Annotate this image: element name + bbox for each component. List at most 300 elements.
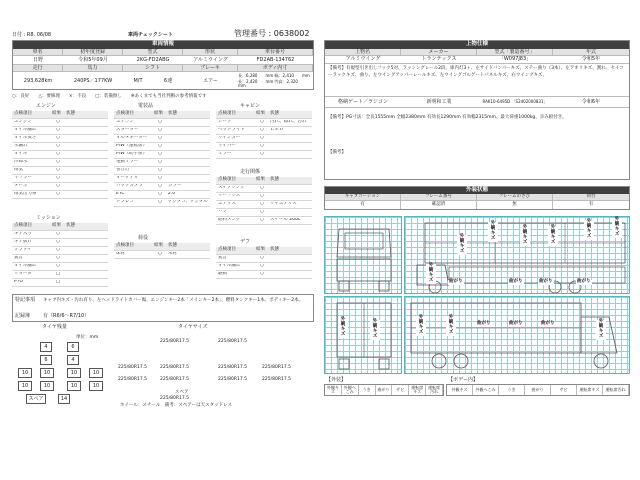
- label-year: 年式: [553, 49, 629, 55]
- checklist-row: [12, 191, 108, 199]
- checklist-row: [216, 193, 312, 201]
- label-first-reg: 初年度登録: [63, 49, 123, 55]
- checklist-row: [12, 151, 108, 159]
- checklist-mission: [12, 216, 108, 287]
- checklist-header: [114, 243, 210, 251]
- tag-mid-2: 曲がり: [449, 279, 463, 284]
- label-shift: シフト: [123, 65, 183, 71]
- vehicle-labels-row: [13, 49, 313, 56]
- checklist-col-header: 結果: [256, 247, 265, 253]
- checklist-col-header: 状態: [270, 177, 279, 183]
- check-item: ワイパー: [218, 144, 236, 149]
- check-item: ギア入り: [14, 232, 32, 237]
- check-item: オイル臭さ: [14, 136, 37, 141]
- check-item: ハブ: [218, 210, 227, 215]
- size-rear-1: 225/80R17.5: [118, 377, 147, 382]
- checklist-col-header: 点検項目: [218, 177, 236, 183]
- gate-spec: 【備考】PG寸法：全長1555mm 全幅2380mm 有効長1290mm 有効幅2315mm、最大荷重1000kg、歩み板付き。: [328, 115, 567, 120]
- legend-body-title: 【ボデー内】: [448, 377, 479, 383]
- label-body-type: 上物名: [325, 49, 401, 55]
- checklist-header: [12, 111, 108, 119]
- legend-item: 外観キズ: [325, 385, 342, 395]
- check-state: 2.0: [168, 192, 176, 197]
- checklist-col-header: 点検項目: [218, 247, 236, 253]
- value-frame-rust: 無: [477, 201, 553, 209]
- value-gears: 6速: [163, 77, 173, 84]
- tag-top-1: 外観キズ: [457, 235, 467, 255]
- checklist-engine-title: エンジン: [36, 103, 56, 109]
- check-result: ○: [158, 152, 162, 157]
- exterior-title: 外装状態: [325, 187, 629, 194]
- check-state: 木材: [168, 252, 177, 257]
- management-number: 管理番号 : 0638002: [234, 29, 310, 38]
- legend-item: 運転席キズ: [409, 385, 426, 395]
- checklist-row: [12, 159, 108, 167]
- check-item: エンジン: [14, 120, 32, 125]
- check-result: ○: [56, 160, 60, 165]
- check-result: ○: [56, 176, 60, 181]
- check-result: ○: [56, 152, 60, 157]
- value-chassis: FD2AB-134762: [256, 56, 295, 63]
- check-item: 駆動: [218, 272, 227, 277]
- vehicle-labels-row-2: [13, 65, 313, 72]
- checklist-header: [216, 177, 312, 185]
- equipment-labels-row: [325, 49, 629, 56]
- tag-bot-8: 曲がり: [541, 321, 555, 326]
- checklist-row: [114, 191, 210, 199]
- tag-bot-1: 外観キズ: [338, 318, 348, 338]
- size-mid-4: 225/80R17.5: [262, 365, 291, 370]
- legend-item: 曲がり: [376, 385, 393, 395]
- legend-item: 外観キズ: [447, 385, 473, 395]
- check-item: ミラー: [218, 152, 232, 157]
- tag-bot-7: 曲がり: [509, 321, 523, 326]
- tag-mid-5: 曲がり: [577, 279, 591, 284]
- checklist-header: [12, 223, 108, 231]
- checklist-col-header: 状態: [270, 247, 279, 253]
- checklist-col-header: 点検項目: [116, 111, 134, 117]
- checklist-col-header: 結果: [256, 177, 265, 183]
- check-result: ○: [260, 264, 264, 269]
- extra-note: 【備考】: [328, 150, 346, 155]
- record-book-label: 記録簿: [15, 313, 31, 319]
- check-item: リターダ: [14, 272, 32, 277]
- checklist-row: [216, 263, 312, 271]
- check-result: ○: [260, 152, 264, 157]
- check-result: ○: [158, 128, 162, 133]
- tyre-front-left: 4: [40, 342, 52, 352]
- checklist-row: [114, 143, 210, 151]
- check-result: ○: [158, 168, 162, 173]
- tag-top-4: 外観キズ: [548, 226, 558, 246]
- check-item: オイル: [14, 152, 28, 157]
- check-item: スターター: [116, 128, 139, 133]
- label-frame-no: フレーム番号: [401, 194, 477, 200]
- value-mileage: 293,628km: [23, 77, 53, 84]
- check-result: ○: [158, 184, 162, 189]
- checklist-row: [114, 183, 210, 191]
- size-rear-4: 225/80R17.5: [262, 377, 291, 382]
- checklist-row: [114, 135, 210, 143]
- check-item: バックカメラ: [116, 184, 143, 189]
- tyre-front-right: 6: [67, 342, 79, 352]
- checklist-header: [114, 111, 210, 119]
- checklist-col-header: 点検項目: [14, 223, 32, 229]
- check-result: ○: [260, 144, 264, 149]
- check-result: ○: [260, 186, 264, 191]
- tag-mid-4: 曲がり: [539, 279, 553, 284]
- checklist-row: [114, 119, 210, 127]
- value-shift: M/T: [133, 77, 143, 84]
- sheet-title: 車両チェックシート: [128, 32, 173, 38]
- checklist-col-header: 結果: [52, 223, 61, 229]
- check-result: ○: [158, 160, 162, 165]
- body-dims-line-1: 長：6,280 mm 幅：2,410 mm: [238, 73, 310, 78]
- tyre-mid-3: 10: [67, 368, 81, 378]
- check-item: オーディオ: [116, 176, 139, 181]
- tag-mid-1: 外観キズ: [426, 264, 436, 284]
- check-item: 排気出力系: [14, 192, 37, 197]
- checklist-header: [216, 247, 312, 255]
- check-item: オイル漏れ: [14, 264, 37, 269]
- value-power: 240PS／177KW: [73, 77, 113, 84]
- check-item: ヘッドライト: [218, 128, 245, 133]
- gate-row: [325, 96, 629, 108]
- label-car-name: 車名: [13, 49, 63, 55]
- size-spare: 225/80R17.5: [160, 396, 189, 401]
- legend-item: うき: [499, 385, 525, 395]
- checklist-row: [12, 175, 108, 183]
- checklist-engine: [12, 104, 108, 199]
- checklist-col-header: 結果: [52, 111, 61, 117]
- checklist-row: [216, 209, 312, 217]
- checklist-row: [216, 255, 312, 263]
- legend-item: 外観へこみ: [473, 385, 499, 395]
- checklist-row: [216, 127, 312, 135]
- exterior-table: [324, 186, 630, 210]
- check-item: 異音: [14, 256, 23, 261]
- check-result: ○: [260, 210, 264, 215]
- legend-exterior-row: [324, 384, 444, 396]
- checklist-row: [216, 201, 312, 209]
- check-result: ○: [56, 264, 60, 269]
- size-rear-3: 225/80R17.5: [218, 377, 247, 382]
- label-model: 型式: [123, 49, 183, 55]
- checklist-row: [216, 271, 312, 279]
- check-result: ○: [260, 120, 264, 125]
- label-cab-caution: キャブコーション: [325, 194, 401, 200]
- tyre-mid-2: 10: [40, 368, 54, 378]
- checklist-row: [12, 247, 108, 255]
- checklist-col-header: 結果: [154, 243, 163, 249]
- checklist-col-header: 状態: [168, 243, 177, 249]
- checklist-row: [12, 231, 108, 239]
- check-result: ○: [158, 176, 162, 181]
- checklist-row: [114, 127, 210, 135]
- checklist-cabin: [216, 104, 312, 159]
- checklist-row: [216, 185, 312, 193]
- check-item: 異音: [218, 256, 227, 261]
- check-item: ターボ: [14, 184, 28, 189]
- check-item: 燃料タンク: [218, 218, 241, 223]
- equipment-title: 上物仕様: [325, 41, 629, 49]
- size-mid-2: 225/80R17.5: [160, 365, 189, 370]
- check-result: ○: [158, 120, 162, 125]
- checklist-col-header: 結果: [256, 111, 265, 117]
- check-result: ○: [260, 128, 264, 133]
- checklist-electrical-title: 電装品: [138, 103, 154, 109]
- checklist-row: [12, 167, 108, 175]
- tag-top-3: 外観キズ: [520, 226, 530, 246]
- front-view-diagram: [324, 216, 402, 294]
- check-item: クラッチ: [14, 248, 32, 253]
- label-frame-rust: フレームのさび: [477, 194, 553, 200]
- label-chassis: 車台番号: [238, 49, 313, 55]
- checklist-row: [114, 175, 210, 183]
- check-item: P/W（運転席）: [116, 144, 148, 149]
- check-item: エアコン: [116, 120, 134, 125]
- check-state: カラー: [168, 184, 182, 189]
- label-maker: メーカー: [401, 49, 477, 55]
- checklist-running: [216, 170, 312, 225]
- checklist-col-header: 状態: [270, 111, 279, 117]
- tag-top-2: 外観キズ: [488, 222, 498, 242]
- gate-year: 令和6年: [581, 98, 601, 105]
- equipment-note: 【備考】有規型引き出しフック5対、ラッシングレール2段、庫内灯3ヶ、左サイドバンパーキズ、ステー曲り（3本）、左アオリキズ、割れ、セイコーラックキズ、曲り、左ウイングアッパーレールキズ、左ウイングゴルゲートパネルキズ、右ウイングキズ。: [328, 66, 624, 78]
- tyre-size-title: タイヤサイズ: [178, 324, 208, 330]
- equipment-values-row: [325, 56, 629, 64]
- check-result: ○: [56, 240, 60, 245]
- checklist-col-header: 状態: [168, 111, 177, 117]
- record-book-value: 有（R6/6〜R7/10）: [43, 313, 90, 319]
- checklist-loading-title: 荷役: [138, 235, 149, 241]
- check-item: PTO: [14, 280, 24, 285]
- checklist-row: [12, 255, 108, 263]
- checklist-row: [114, 159, 210, 167]
- label-brake: ブレーキ: [183, 65, 238, 71]
- check-item: ウインカー: [218, 136, 241, 141]
- tag-top-6: 外観キズ: [612, 218, 622, 238]
- tyre-mid-4: 10: [89, 368, 103, 378]
- check-state: 汚れ、擦れ、汚れ: [270, 120, 307, 125]
- gate-model: RAK10-6495D 「S2402000831」: [482, 99, 548, 104]
- sheet-date: 日付 : R8. 06/08: [12, 32, 52, 38]
- check-item: ギア抜け: [14, 240, 32, 245]
- check-state: デジタコ、デジタル: [168, 200, 208, 205]
- checklist-header: [216, 111, 312, 119]
- value-brake: エアー: [203, 77, 218, 84]
- tyre-spare-label: スペア: [26, 394, 46, 404]
- legend-item: 運転席汚れ: [603, 385, 629, 395]
- legend-body-row: [446, 384, 630, 396]
- legend-item: 運転席汚れ: [426, 385, 443, 395]
- check-item: マフラー: [14, 176, 32, 181]
- size-spare-label: スペア: [175, 390, 189, 395]
- legend-item: サビ: [392, 385, 409, 395]
- gate-maker: 新明和工業: [426, 98, 452, 105]
- check-result: ○: [260, 218, 264, 223]
- label-power: 馬力: [63, 65, 123, 71]
- check-result: □: [55, 272, 61, 277]
- checklist-col-header: 状態: [66, 223, 75, 229]
- check-result: ○: [158, 192, 162, 197]
- check-result: ○: [56, 192, 60, 197]
- equipment-table: [324, 40, 630, 180]
- checklist-col-header: 点検項目: [14, 111, 32, 117]
- size-mid-1: 225/80R17.5: [118, 365, 147, 370]
- tag-bot-4: 外観キズ: [446, 316, 456, 336]
- checklist-col-header: 結果: [154, 111, 163, 117]
- value-model: 2KG-FD2ABG: [136, 56, 170, 63]
- vehicle-values-row: [13, 56, 313, 65]
- tyre-front-left-2: 6: [40, 355, 52, 365]
- special-notes-text: キャブ内キズ・汚れ有り、左ヘッドライトカバー傷、エンジンキー2本「メインキー2本」、燃料タンクキー1本、ボディキー2本。: [43, 298, 304, 303]
- checklist-row: [216, 143, 312, 151]
- wheel-note: ホイール：スチール 備考：スペアーは天スタッドレス: [120, 403, 232, 408]
- check-item: 電動ミラー: [116, 160, 139, 165]
- label-cargo: 荷台: [553, 194, 629, 200]
- checklist-row: [114, 151, 210, 159]
- checklist-row: [12, 143, 108, 151]
- check-item: 警告灯: [116, 168, 130, 173]
- check-item: 水漏れ: [14, 144, 28, 149]
- check-item: オイル漏れ: [218, 264, 241, 269]
- checklist-row: [114, 199, 210, 207]
- checklist-def-title: デフ: [240, 239, 251, 245]
- legend-item: サビ: [551, 385, 577, 395]
- check-result: ○: [158, 200, 162, 205]
- tyre-front-right-2: 4: [67, 355, 79, 365]
- value-first-reg: 令和5年09月: [78, 56, 108, 63]
- checklist-col-header: 点検項目: [218, 111, 236, 117]
- checklist-row: [12, 239, 108, 247]
- tyre-remaining-title: タイヤ残量: [42, 324, 67, 330]
- checklist-row: [12, 271, 108, 279]
- check-result: ○: [158, 252, 162, 257]
- size-front-1: 225/80R17.5: [160, 339, 189, 344]
- checklist-row: [216, 151, 312, 159]
- checklist-row: [216, 217, 312, 225]
- checklist-row: [12, 119, 108, 127]
- tyre-rear-4: 10: [89, 381, 103, 391]
- check-result: ○: [56, 256, 60, 261]
- label-mileage: 走行: [13, 65, 63, 71]
- check-item: P/W（助手席）: [116, 152, 148, 157]
- check-result: ○: [260, 256, 264, 261]
- check-result: ○: [56, 232, 60, 237]
- checklist-row: [12, 127, 108, 135]
- check-item: オルタネーター: [116, 136, 148, 141]
- check-result: ○: [260, 194, 264, 199]
- tyre-spare-value: 14: [58, 394, 70, 404]
- check-item: 床材: [116, 252, 125, 257]
- check-result: ○: [56, 248, 60, 253]
- checklist-area: [12, 100, 314, 293]
- check-result: ○: [56, 168, 60, 173]
- vehicle-values-row-2: [13, 72, 313, 90]
- tyre-rear-2: 10: [40, 381, 54, 391]
- checklist-running-title: 走行関係: [240, 169, 261, 175]
- value-shape: アルミウイング: [193, 56, 228, 63]
- value-maker: トランテックス: [421, 56, 457, 62]
- tag-bot-3: 外観キズ: [416, 316, 426, 336]
- check-result: ○: [260, 272, 264, 277]
- check-state: スチール 200L: [270, 218, 301, 223]
- value-year: 令和5年: [581, 56, 601, 62]
- check-result: ○: [260, 136, 264, 141]
- checklist-def: [216, 240, 312, 279]
- checklist-mission-title: ミッション: [36, 215, 61, 221]
- check-item: ドラレコ: [116, 200, 134, 205]
- vehicle-info-table: [12, 40, 314, 90]
- size-mid-3: 225/80R17.5: [218, 365, 247, 370]
- value-frame-no: 確認済: [401, 201, 477, 209]
- label-shape: 形状: [183, 49, 238, 55]
- checklist-loading: [114, 236, 210, 259]
- legend-item: うき: [359, 385, 376, 395]
- check-result: ○: [56, 128, 60, 133]
- rear-view-diagram: [324, 296, 402, 374]
- legend-item: 運転席キズ: [577, 385, 603, 395]
- check-result: ○: [56, 120, 60, 125]
- legend-exterior-title: 【外装】: [326, 377, 347, 383]
- label-body-dims: ボディ内寸: [238, 65, 313, 71]
- check-item: ETC: [116, 192, 125, 197]
- value-body-dims: [238, 72, 313, 90]
- checklist-row: [12, 263, 108, 271]
- body-dims-line-2: 長：2,420 mm 門高：2,320 mm: [238, 79, 306, 88]
- special-notes-label: 特記事項: [15, 297, 36, 303]
- value-car-name: 日野: [32, 56, 43, 63]
- tag-bot-6: 曲がり: [477, 321, 491, 326]
- label-serial: 型式「製造番号」: [477, 49, 553, 55]
- check-result: ○: [56, 136, 60, 141]
- check-state: ＬＥＤ: [270, 128, 284, 133]
- legend-item: 曲がり: [525, 385, 551, 395]
- check-result: ○: [260, 202, 264, 207]
- checklist-col-header: 点検項目: [116, 243, 134, 249]
- vehicle-info-title: 車両情報: [13, 41, 313, 49]
- checklist-row: [114, 167, 210, 175]
- size-front-2: 225/80R17.5: [218, 339, 247, 344]
- tag-bot-5: 外観キズ: [596, 320, 606, 340]
- grade-legend: ○：良好 △：要修理 ×：不良 □：装備無し ※あくまでも当社判断の参考情報です: [12, 94, 207, 99]
- check-state: リヤエアサス: [270, 202, 297, 207]
- check-result: ○: [56, 144, 60, 149]
- check-item: エアサス: [218, 202, 236, 207]
- checklist-cabin-title: キャビン: [240, 103, 261, 109]
- check-item: リーフサス: [218, 194, 241, 199]
- checklist-electrical: [114, 104, 210, 207]
- legend-item: 外観へこみ: [342, 385, 359, 395]
- tag-mid-3: 曲がり: [509, 279, 523, 284]
- exterior-labels-row: [325, 194, 629, 201]
- check-result: □: [55, 280, 61, 285]
- value-cargo: 有: [588, 201, 594, 207]
- exterior-values-row: [325, 201, 629, 209]
- value-body-type: アルミウイング: [345, 56, 381, 62]
- checklist-col-header: 状態: [66, 111, 75, 117]
- check-item: 排気: [14, 168, 23, 173]
- check-item: ステアリング: [218, 186, 245, 191]
- check-result: ○: [56, 184, 60, 189]
- check-item: シート: [218, 120, 232, 125]
- tag-bot-2: 外観キズ: [370, 320, 380, 340]
- check-item: オイル漏れ: [14, 128, 37, 133]
- checklist-row: [216, 119, 312, 127]
- value-serial: 「W097J83」: [498, 56, 532, 62]
- gate-label: 格納ゲート／ラジコン: [337, 98, 388, 105]
